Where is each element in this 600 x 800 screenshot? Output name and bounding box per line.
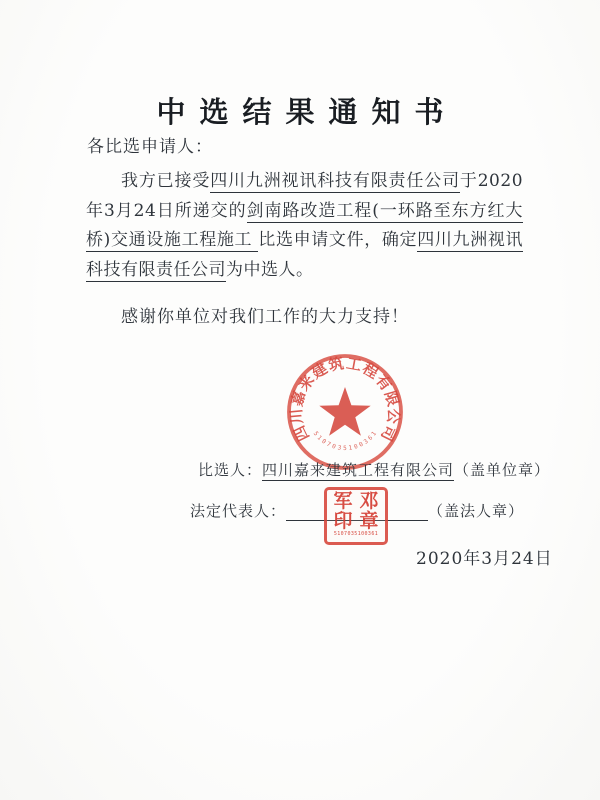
bidder-suffix: （盖单位章） <box>454 461 551 479</box>
bidder-signature-line <box>198 459 550 480</box>
legal-seal-char: 邓 <box>359 490 379 512</box>
bidder-company-name: 四川嘉来建筑工程有限公司 <box>262 461 455 479</box>
seal-code-text: 5107035100361 <box>311 430 379 453</box>
legal-seal-char: 印 <box>333 510 353 532</box>
text-segment: 我方已接受 <box>121 171 211 191</box>
salutation-line: 各比选申请人： <box>87 137 213 157</box>
legal-seal-code: 5107035100361 <box>333 531 379 537</box>
notice-body-paragraph <box>86 167 523 285</box>
legal-seal-char: 章 <box>359 510 379 532</box>
text-segment: 于2020年3月24日所递交的 <box>86 171 524 221</box>
underlined-text-segment: 四川九洲视讯科技有限责任公司 <box>210 171 460 191</box>
legal-rep-square-seal <box>324 487 388 545</box>
legal-seal-characters <box>330 491 382 531</box>
underlined-text-segment: 剑南路改造工程(一环路至东方红大桥)交通设施工程施工 <box>86 200 523 250</box>
seal-ring-text: 四川嘉来建筑工程有限公司 <box>287 354 403 445</box>
legal-rep-label: 法定代表人： <box>190 502 287 520</box>
document-date: 2020年3月24日 <box>416 549 553 569</box>
red-star-icon <box>319 387 370 436</box>
bidder-label: 比选人： <box>198 461 263 479</box>
legal-seal-char: 军 <box>333 490 353 512</box>
thanks-line: 感谢你单位对我们工作的大力支持！ <box>121 307 409 327</box>
underlined-text-segment: 四川九洲视讯科技有限责任公司 <box>86 230 524 280</box>
text-segment: 为中选人。 <box>226 259 314 280</box>
legal-rep-suffix: （盖法人章） <box>428 502 525 520</box>
document-title: 中选结果通知书 <box>156 95 458 129</box>
text-segment: 比选申请文件，确定 <box>258 230 418 250</box>
